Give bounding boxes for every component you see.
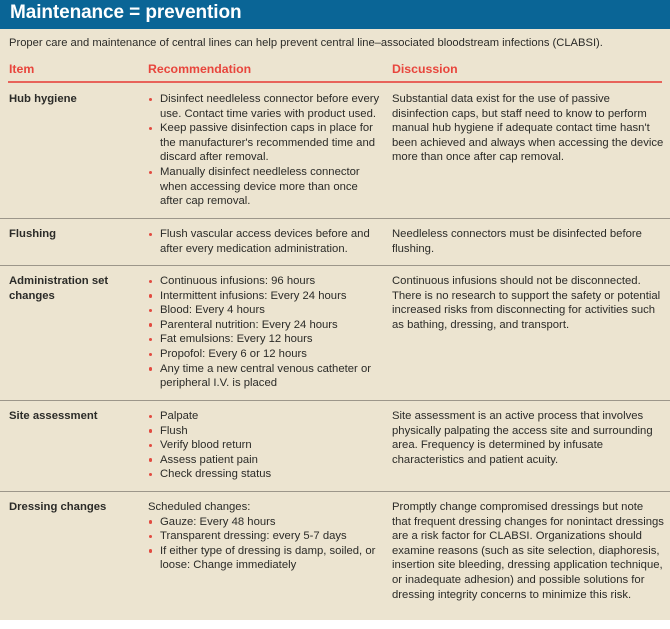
table-row [0, 84, 670, 218]
recommendation-bullet-item: Fat emulsions: Every 12 hours [148, 332, 380, 347]
recommendation-bullet-item: Parenteral nutrition: Every 24 hours [148, 318, 380, 333]
recommendation-bullet-list [148, 515, 380, 573]
row-discussion [392, 500, 664, 602]
recommendation-bullet-item: Disinfect needleless connector before every use. Contact time varies with product used. [148, 92, 380, 121]
row-discussion [392, 92, 664, 165]
discussion-text: Site assessment is an active process that involves physically palpating the access site and surrounding area. Frequency is determined by infusate characteristics and patient acuity. [392, 410, 653, 466]
title-bar [0, 0, 670, 29]
recommendation-bullet-item: Flush [148, 424, 380, 439]
recommendation-bullet-item: Blood: Every 4 hours [148, 303, 380, 318]
recommendation-bullet-list [148, 92, 380, 209]
recommendation-bullet-item: Manually disinfect needleless connector when accessing device more than once after cap removal. [148, 165, 380, 209]
recommendation-bullet-list [148, 274, 380, 391]
intro-paragraph: Proper care and maintenance of central lines can help prevent central line–associated bloodstream infections (CLABSI). [9, 37, 603, 49]
column-header-discussion: Discussion [392, 62, 458, 76]
recommendation-bullet-item: Flush vascular access devices before and after every medication administration. [148, 227, 380, 256]
row-recommendation [148, 92, 380, 209]
table-row-inner [0, 274, 670, 391]
recommendation-bullet-item: Verify blood return [148, 438, 380, 453]
recommendation-bullet-item: Check dressing status [148, 467, 380, 482]
page-title: Maintenance = prevention [10, 2, 242, 23]
column-header-item: Item [9, 62, 35, 76]
row-recommendation [148, 274, 380, 391]
recommendation-bullet-item: Continuous infusions: 96 hours [148, 274, 380, 289]
table-body [0, 84, 670, 611]
recommendation-bullet-item: If either type of dressing is damp, soiled, or loose: Change immediately [148, 544, 380, 573]
table-row-inner [0, 227, 670, 256]
recommendation-bullet-list [148, 227, 380, 256]
row-item-label: Hub hygiene [9, 93, 77, 105]
table-row-inner [0, 409, 670, 482]
recommendation-bullet-item: Assess patient pain [148, 453, 380, 468]
header-rule [8, 81, 662, 83]
row-recommendation [148, 409, 380, 482]
recommendation-bullet-item: Propofol: Every 6 or 12 hours [148, 347, 380, 362]
table-row [0, 491, 670, 611]
recommendation-bullet-list [148, 409, 380, 482]
table-row [0, 265, 670, 400]
recommendation-bullet-item: Transparent dressing: every 5-7 days [148, 529, 380, 544]
row-recommendation [148, 500, 380, 573]
discussion-text: Promptly change compromised dressings but note that frequent dressing changes for nonintact dressings are a risk factor for CLABSI. Organizations should examine reasons (such as site selection, diaphoresis, insertion site bleeding, dressing application technique, or inadequate adhesion) and possible solutions for dressing integrity concerns to minimize this risk. [392, 501, 664, 601]
recommendation-bullet-item: Gauze: Every 48 hours [148, 515, 380, 530]
column-header-recommendation: Recommendation [148, 62, 252, 76]
discussion-text: Needleless connectors must be disinfected before flushing. [392, 228, 642, 255]
recommendation-bullet-item: Palpate [148, 409, 380, 424]
row-item-label: Flushing [9, 228, 57, 240]
table-row-inner [0, 500, 670, 602]
recommendation-bullet-item: Intermittent infusions: Every 24 hours [148, 289, 380, 304]
row-item-label: Site assessment [9, 410, 98, 422]
row-discussion [392, 409, 664, 467]
table-row [0, 400, 670, 491]
row-recommendation [148, 227, 380, 256]
recommendation-bullet-item: Keep passive disinfection caps in place for the manufacturer's recommended time and discard after removal. [148, 121, 380, 165]
recommendation-bullet-item: Any time a new central venous catheter or peripheral I.V. is placed [148, 362, 380, 391]
table-row [0, 218, 670, 265]
discussion-text: Continuous infusions should not be disconnected. There is no research to support the safety or potential increased risks from disconnecting for activities such as bathing, dressing, and transport. [392, 275, 661, 331]
table-row-inner [0, 92, 670, 209]
discussion-text: Substantial data exist for the use of passive disinfection caps, but staff need to know to perform manual hub hygiene if adequate contact time hasn't been achieved and always when accessing the device more than once after cap removal. [392, 93, 664, 164]
row-item-label: Administration set changes [9, 275, 109, 302]
row-discussion [392, 227, 664, 256]
row-discussion [392, 274, 664, 332]
row-item-label: Dressing changes [9, 501, 107, 513]
recommendation-lead: Scheduled changes: [148, 501, 251, 513]
